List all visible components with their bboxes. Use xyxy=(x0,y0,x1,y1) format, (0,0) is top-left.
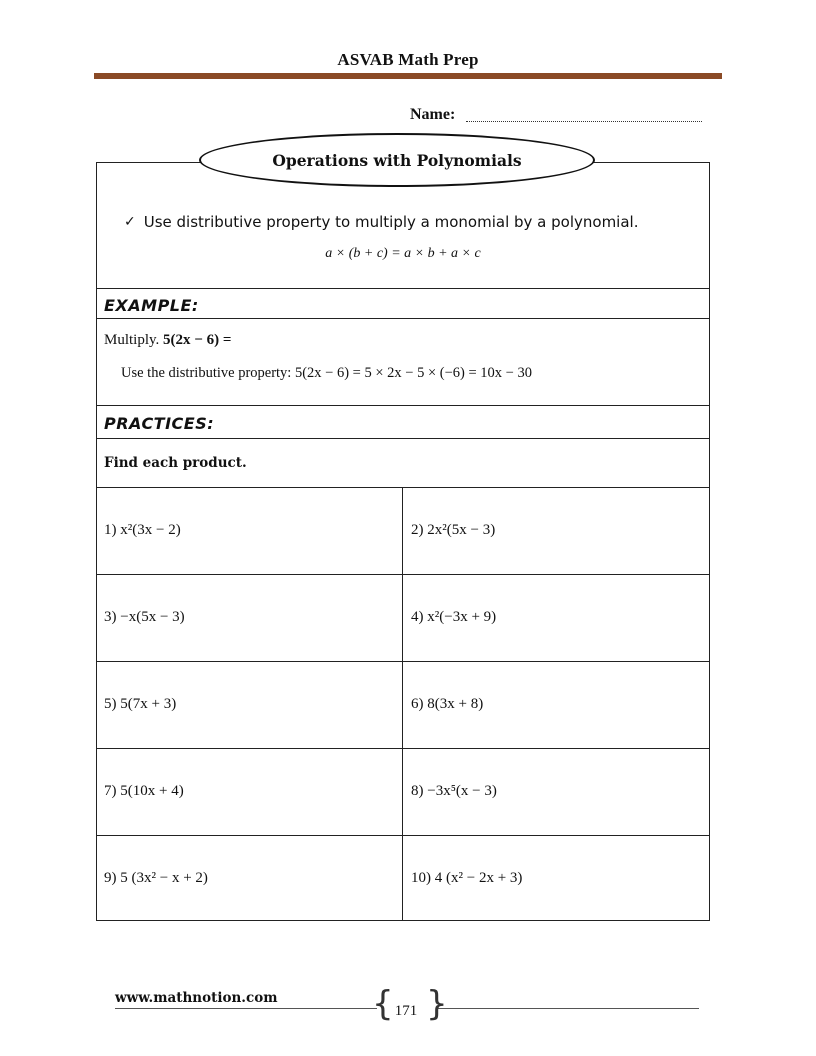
divider xyxy=(96,748,710,749)
problem-8: 8) −3x⁵(x − 3) xyxy=(411,783,497,799)
right-brace-icon: } xyxy=(426,984,448,1024)
example-work: Use the distributive property: 5(2x − 6) = 5 × 2x − 5 × (−6) = 10x − 30 xyxy=(121,365,532,381)
problem-2: 2) 2x²(5x − 3) xyxy=(411,522,496,538)
problem-10: 10) 4 (x² − 2x + 3) xyxy=(411,870,523,886)
divider xyxy=(96,574,710,575)
problem-3: 3) −x(5x − 3) xyxy=(104,609,185,625)
divider xyxy=(96,835,710,836)
distributive-formula: a × (b + c) = a × b + a × c xyxy=(325,246,481,261)
checkmark-icon: ✓ xyxy=(124,214,136,230)
name-label: Name: xyxy=(410,106,456,123)
header-title: ASVAB Math Prep xyxy=(337,50,479,69)
practices-heading: PRACTICES: xyxy=(104,414,215,433)
worksheet-box xyxy=(96,162,710,921)
practice-instruction: Find each product. xyxy=(104,455,247,471)
divider xyxy=(96,438,710,439)
example-heading: EXAMPLE: xyxy=(104,296,199,315)
example-prompt xyxy=(104,332,231,349)
problem-4: 4) x²(−3x + 9) xyxy=(411,609,497,625)
problem-9: 9) 5 (3x² − x + 2) xyxy=(104,870,208,886)
footer-website: www.mathnotion.com xyxy=(115,990,278,1006)
title-oval xyxy=(199,133,595,187)
example-expression: 5(2x − 6) = xyxy=(163,332,232,348)
header-rule xyxy=(94,73,722,79)
rule-statement xyxy=(124,213,638,231)
page-number: 171 xyxy=(394,1002,418,1019)
problem-1: 1) x²(3x − 2) xyxy=(104,522,181,538)
footer-rule-left xyxy=(115,1008,377,1009)
left-brace-icon: { xyxy=(372,984,394,1024)
divider xyxy=(96,661,710,662)
divider xyxy=(96,318,710,319)
name-field[interactable] xyxy=(466,109,702,122)
footer-rule-right xyxy=(437,1008,699,1009)
column-divider xyxy=(402,487,403,921)
divider xyxy=(96,487,710,488)
example-prompt-text: Multiply. xyxy=(104,332,160,348)
problem-5: 5) 5(7x + 3) xyxy=(104,696,177,712)
divider xyxy=(96,405,710,406)
divider xyxy=(96,288,710,289)
problem-7: 7) 5(10x + 4) xyxy=(104,783,184,799)
rule-text: Use distributive property to multiply a monomial by a polynomial. xyxy=(143,213,639,231)
worksheet-title: Operations with Polynomials xyxy=(272,150,522,170)
problem-6: 6) 8(3x + 8) xyxy=(411,696,484,712)
